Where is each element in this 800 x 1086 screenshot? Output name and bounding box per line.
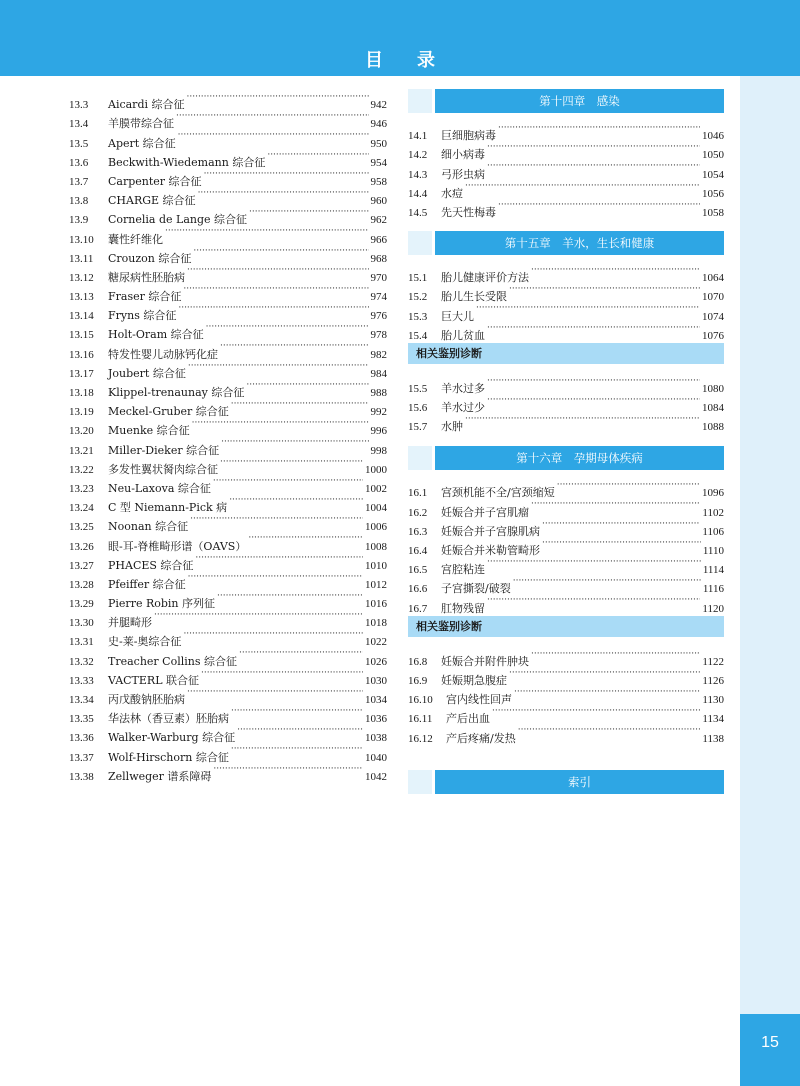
dot-leader	[557, 477, 700, 496]
dot-leader	[509, 665, 700, 684]
entry-title: C 型 Niemann-Pick 病	[108, 501, 228, 515]
dot-leader	[220, 454, 363, 473]
dot-leader	[498, 120, 700, 139]
entry-page: 996	[370, 425, 387, 438]
entry-page: 1102	[702, 506, 724, 519]
dot-leader	[487, 392, 700, 411]
dot-leader	[201, 665, 363, 684]
dot-leader	[249, 204, 368, 223]
entry-number: 14.3	[408, 168, 428, 181]
dot-leader	[476, 300, 700, 319]
entry-page: 954	[370, 156, 387, 169]
entry-title: 史-莱-奥综合征	[108, 635, 182, 649]
toc-right-column	[408, 89, 724, 801]
entry-title: Holt-Oram 综合征	[108, 328, 204, 342]
entry-number: 13.28	[69, 578, 94, 591]
entry-number: 16.9	[408, 674, 428, 687]
entry-title: 妊娠期急腹症	[441, 673, 507, 687]
entry-page: 1042	[365, 770, 387, 783]
entry-title: Miller-Dieker 综合征	[108, 443, 220, 457]
chapter-title: 第十五章 羊水，生长和健康	[435, 231, 724, 255]
entry-title: Walker-Warburg 综合征	[108, 731, 236, 745]
dot-leader	[509, 281, 700, 300]
entry-page: 1138	[702, 732, 724, 745]
entry-page: 1088	[702, 421, 724, 434]
toc-entry[interactable]	[408, 373, 724, 395]
entry-title: 丙戊酸钠胚胎病	[108, 693, 185, 706]
entry-page: 960	[370, 195, 387, 208]
dot-leader	[237, 722, 363, 741]
entry-title: Fryns 综合征	[108, 309, 177, 323]
section-heading: 相关鉴别诊断	[408, 343, 724, 364]
entry-number: 15.4	[408, 329, 428, 342]
dot-leader	[178, 127, 369, 146]
entry-page: 1026	[365, 655, 387, 668]
dot-leader	[239, 645, 363, 664]
entry-number: 13.31	[69, 636, 94, 649]
dot-leader	[487, 320, 700, 339]
entry-title: 多发性翼状胬肉综合征	[108, 462, 218, 476]
entry-number: 13.9	[69, 214, 89, 227]
entry-title: 羊膜带综合征	[108, 117, 174, 131]
entry-page: 1076	[702, 329, 724, 342]
dot-leader	[188, 358, 369, 377]
dot-leader	[187, 89, 369, 108]
entry-number: 13.12	[69, 271, 94, 284]
chapter-16-header[interactable]	[408, 446, 724, 470]
entry-page: 1054	[702, 168, 724, 181]
entry-number: 13.21	[69, 444, 94, 457]
entry-page: 1038	[365, 732, 387, 745]
entry-title: 宫腔粘连	[441, 563, 485, 577]
entry-page: 1110	[702, 545, 724, 557]
entry-title: PHACES 综合征	[108, 558, 194, 572]
entry-page: 1016	[365, 598, 387, 611]
entry-number: 15.5	[408, 382, 428, 395]
entry-title: 妊娠合并子宫肌瘤	[441, 505, 529, 519]
entry-page: 1000	[365, 463, 387, 476]
entry-page: 1018	[365, 617, 387, 630]
dot-leader	[231, 703, 363, 722]
entry-title: 并腿畸形	[108, 616, 152, 630]
dot-leader	[487, 554, 701, 573]
entry-number: 13.8	[69, 195, 89, 208]
dot-leader	[183, 281, 368, 300]
entry-title: 囊性纤维化	[108, 232, 163, 246]
entry-number: 13.33	[69, 674, 94, 687]
entry-page: 1022	[365, 636, 387, 649]
entry-page: 962	[370, 214, 387, 227]
entry-number: 13.22	[69, 463, 94, 476]
dot-leader	[231, 396, 369, 415]
dot-leader	[267, 147, 368, 166]
entry-title: Beckwith-Wiedemann 综合征	[108, 155, 266, 169]
entry-page: 1004	[365, 502, 387, 515]
entry-number: 14.2	[408, 149, 428, 162]
entry-page: 970	[370, 271, 387, 284]
entry-page: 1120	[702, 602, 724, 615]
entry-page: 988	[370, 387, 387, 399]
entry-page: 1106	[702, 525, 724, 538]
entry-number: 13.32	[69, 655, 94, 668]
entry-number: 13.23	[69, 482, 94, 495]
entry-page: 1074	[702, 310, 724, 323]
dot-leader	[514, 684, 700, 703]
entry-title: 产后疼痛/发热	[446, 731, 516, 745]
entry-number: 14.5	[408, 206, 428, 219]
entry-page: 974	[370, 291, 387, 304]
toc-entry[interactable]	[408, 262, 724, 285]
dot-leader	[487, 592, 700, 611]
entry-number: 16.7	[408, 602, 428, 615]
entry-page: 1080	[702, 382, 724, 395]
entry-title: 宫内线性回声	[446, 693, 512, 707]
dot-leader	[518, 722, 701, 741]
entry-number: 16.2	[408, 506, 428, 519]
entry-number: 13.14	[69, 310, 94, 323]
entry-number: 14.1	[408, 130, 428, 143]
entry-page: 1070	[702, 291, 724, 304]
entry-number: 15.1	[408, 272, 428, 285]
dot-leader	[213, 473, 363, 492]
entry-title: 胎儿贫血	[441, 328, 485, 342]
entry-title: 羊水过多	[441, 381, 485, 395]
entry-title: 羊水过少	[441, 401, 485, 415]
entry-title: 胎儿健康评价方法	[441, 271, 529, 285]
entry-title: 妊娠合并米勒管畸形	[441, 544, 540, 557]
entry-number: 13.3	[69, 99, 89, 112]
entry-page: 958	[370, 175, 387, 188]
entry-number: 13.19	[69, 406, 94, 419]
entry-title: 胎儿生长受限	[441, 290, 507, 304]
entry-page: 1040	[365, 751, 387, 764]
entry-title: 糖尿病性胚胎病	[108, 270, 185, 284]
dot-leader	[492, 703, 700, 722]
entry-number: 13.10	[69, 233, 94, 246]
entry-number: 15.3	[408, 310, 428, 323]
dot-leader	[487, 158, 700, 177]
dot-leader	[190, 511, 363, 530]
chapter-tab-stub	[408, 770, 432, 794]
index-title: 索引	[435, 770, 724, 794]
page-title: 目录	[365, 50, 469, 71]
entry-page: 1116	[702, 583, 724, 596]
entry-number: 15.2	[408, 291, 428, 304]
entry-title: Zellweger 谱系障碍	[108, 769, 212, 783]
dot-leader	[165, 223, 369, 242]
entry-title: Muenke 综合征	[108, 424, 190, 438]
entry-number: 13.18	[69, 387, 94, 399]
left-entry-list	[69, 89, 387, 783]
entry-page: 1008	[365, 540, 387, 553]
entry-page: 942	[370, 99, 387, 112]
chapter-title: 第十四章 感染	[435, 89, 724, 113]
entry-title: Crouzon 综合征	[108, 251, 192, 265]
entry-page: 1122	[702, 655, 724, 668]
entry-title: Carpenter 综合征	[108, 174, 202, 188]
entry-number: 13.29	[69, 598, 94, 611]
entry-title: 水肿	[441, 420, 463, 434]
side-strip	[740, 76, 800, 1086]
toc-entry[interactable]	[408, 120, 724, 143]
dot-leader	[531, 496, 700, 515]
entry-title: 特发性婴儿动脉钙化症	[108, 347, 218, 361]
entry-page: 1046	[702, 130, 724, 143]
entry-title: 眼-耳-脊椎畸形谱（OAVS）	[108, 539, 247, 553]
entry-title: Klippel-trenaunay 综合征	[108, 386, 245, 399]
page-number: 15	[740, 1014, 800, 1086]
entry-title: Aicardi 综合征	[108, 98, 185, 112]
chapter-tab-stub	[408, 231, 432, 255]
entry-page: 1012	[365, 578, 387, 591]
entry-title: 肛物残留	[441, 601, 485, 615]
entry-page: 976	[370, 310, 387, 323]
entry-page: 1130	[702, 694, 724, 707]
entry-number: 13.15	[69, 329, 94, 342]
entry-page: 1056	[702, 187, 724, 200]
entry-number: 13.6	[69, 156, 89, 169]
dot-leader	[531, 262, 700, 281]
chapter-tab-stub	[408, 89, 432, 113]
toc-left-column	[69, 89, 387, 783]
entry-page: 1126	[702, 674, 724, 687]
chapter-16-entries	[408, 477, 724, 615]
chapter-16-section-entries	[408, 646, 724, 745]
entry-title: 弓形虫病	[441, 167, 485, 181]
entry-title: Joubert 综合征	[108, 366, 186, 380]
entry-page: 1036	[365, 713, 387, 726]
dot-leader	[192, 415, 369, 434]
section-heading: 相关鉴别诊断	[408, 616, 724, 637]
entry-page: 978	[370, 329, 387, 342]
entry-number: 13.38	[69, 770, 94, 783]
entry-number: 16.12	[408, 732, 433, 745]
entry-number: 13.24	[69, 502, 94, 515]
entry-title: VACTERL 联合征	[108, 673, 200, 687]
entry-title: CHARGE 综合征	[108, 194, 196, 208]
dot-leader	[198, 185, 369, 204]
dot-leader	[193, 243, 368, 262]
dot-leader	[487, 139, 700, 158]
dot-leader	[248, 530, 363, 549]
entry-number: 13.37	[69, 751, 94, 764]
dot-leader	[513, 573, 701, 592]
entry-title: 妊娠合并附件肿块	[441, 654, 529, 668]
entry-page: 1084	[702, 402, 724, 415]
entry-page: 1034	[365, 694, 387, 706]
entry-page: 1058	[702, 206, 724, 219]
entry-number: 15.7	[408, 421, 428, 434]
entry-number: 13.36	[69, 732, 94, 745]
entry-title: 宫颈机能不全/宫颈缩短	[441, 486, 555, 500]
entry-title: 华法林（香豆素）胚胎病	[108, 712, 229, 726]
entry-page: 998	[370, 444, 387, 457]
entry-page: 946	[370, 118, 387, 131]
dot-leader	[542, 535, 701, 554]
entry-title: 水痘	[441, 186, 463, 200]
dot-leader	[465, 178, 700, 197]
entry-title: Fraser 综合征	[108, 290, 182, 304]
entry-number: 13.26	[69, 540, 94, 553]
entry-page: 1064	[702, 272, 724, 285]
entry-title: 巨细胞病毒	[441, 129, 496, 143]
dot-leader	[217, 588, 363, 607]
entry-title: Cornelia de Lange 综合征	[108, 213, 248, 227]
entry-page: 966	[370, 233, 387, 246]
dot-leader	[213, 761, 363, 780]
chapter-15-entries	[408, 262, 724, 342]
toc-entry[interactable]	[408, 646, 724, 668]
entry-title: 产后出血	[446, 712, 490, 726]
entry-page: 1114	[702, 564, 724, 577]
entry-number: 16.6	[408, 583, 428, 596]
entry-title: 巨大儿	[441, 309, 474, 323]
dot-leader	[220, 338, 369, 357]
dot-leader	[246, 377, 368, 396]
entry-number: 13.34	[69, 694, 94, 706]
chapter-14-header[interactable]	[408, 89, 724, 113]
entry-title: Noonan 综合征	[108, 520, 189, 534]
dot-leader	[178, 300, 368, 319]
header-bar	[0, 0, 800, 76]
dot-leader	[206, 319, 369, 338]
entry-page: 1006	[365, 521, 387, 534]
toc-entry[interactable]	[69, 89, 387, 112]
entry-number: 13.30	[69, 617, 94, 630]
toc-entry[interactable]	[408, 477, 724, 500]
entry-page: 968	[370, 252, 387, 265]
entry-number: 13.20	[69, 425, 94, 438]
entry-number: 16.10	[408, 694, 433, 707]
entry-number: 16.1	[408, 487, 428, 500]
entry-title: Treacher Collins 综合征	[108, 654, 237, 668]
dot-leader	[204, 166, 369, 185]
entry-number: 16.5	[408, 564, 428, 577]
dot-leader	[231, 741, 363, 760]
dot-leader	[221, 434, 368, 453]
entry-number: 14.4	[408, 187, 428, 200]
entry-number: 13.27	[69, 559, 94, 572]
entry-title: 先天性梅毒	[441, 205, 496, 219]
dot-leader	[188, 569, 363, 588]
entry-number: 13.4	[69, 118, 89, 131]
entry-page: 1010	[365, 559, 387, 572]
entry-title: 妊娠合并子宫腺肌病	[441, 524, 540, 538]
dot-leader	[187, 684, 363, 703]
entry-title: 细小病毒	[441, 148, 485, 162]
entry-title: Neu-Laxova 综合征	[108, 481, 211, 495]
entry-page: 984	[370, 367, 387, 380]
entry-number: 13.35	[69, 713, 94, 726]
entry-number: 13.7	[69, 175, 89, 188]
dot-leader	[229, 492, 363, 511]
dot-leader	[531, 646, 700, 665]
entry-number: 16.11	[408, 713, 433, 726]
entry-page: 1096	[702, 487, 724, 500]
chapter-tab-stub	[408, 446, 432, 470]
entry-page: 992	[370, 406, 387, 419]
dot-leader	[195, 550, 363, 569]
index-header[interactable]	[408, 770, 724, 794]
chapter-14-entries	[408, 120, 724, 219]
entry-number: 13.17	[69, 367, 94, 380]
dot-leader	[187, 262, 369, 281]
entry-number: 16.3	[408, 525, 428, 538]
entry-title: Meckel-Gruber 综合征	[108, 405, 229, 419]
entry-page: 982	[370, 348, 387, 361]
entry-number: 13.11	[69, 252, 94, 265]
entry-page: 1134	[702, 713, 724, 726]
entry-number: 13.25	[69, 521, 94, 534]
entry-number: 13.5	[69, 137, 89, 150]
dot-leader	[465, 411, 700, 430]
dot-leader	[487, 373, 700, 392]
dot-leader	[542, 516, 700, 535]
entry-page: 1050	[702, 149, 724, 162]
entry-title: Apert 综合征	[108, 136, 176, 150]
dot-leader	[498, 197, 700, 216]
entry-number: 13.13	[69, 291, 94, 304]
dot-leader	[154, 607, 363, 626]
entry-page: 1002	[365, 482, 387, 495]
dot-leader	[176, 108, 369, 127]
entry-number: 13.16	[69, 348, 94, 361]
chapter-title: 第十六章 孕期母体疾病	[435, 446, 724, 470]
entry-number: 16.8	[408, 655, 428, 668]
entry-number: 16.4	[408, 545, 428, 557]
entry-page: 950	[370, 137, 387, 150]
chapter-15-header[interactable]	[408, 231, 724, 255]
entry-title: Pfeiffer 综合征	[108, 577, 186, 591]
dot-leader	[183, 626, 363, 645]
entry-title: Wolf-Hirschorn 综合征	[108, 750, 229, 764]
entry-title: Pierre Robin 序列征	[108, 597, 215, 611]
entry-title: 子宫撕裂/破裂	[441, 582, 511, 596]
chapter-15-section-entries	[408, 373, 724, 434]
entry-number: 15.6	[408, 402, 428, 415]
entry-page: 1030	[365, 674, 387, 687]
